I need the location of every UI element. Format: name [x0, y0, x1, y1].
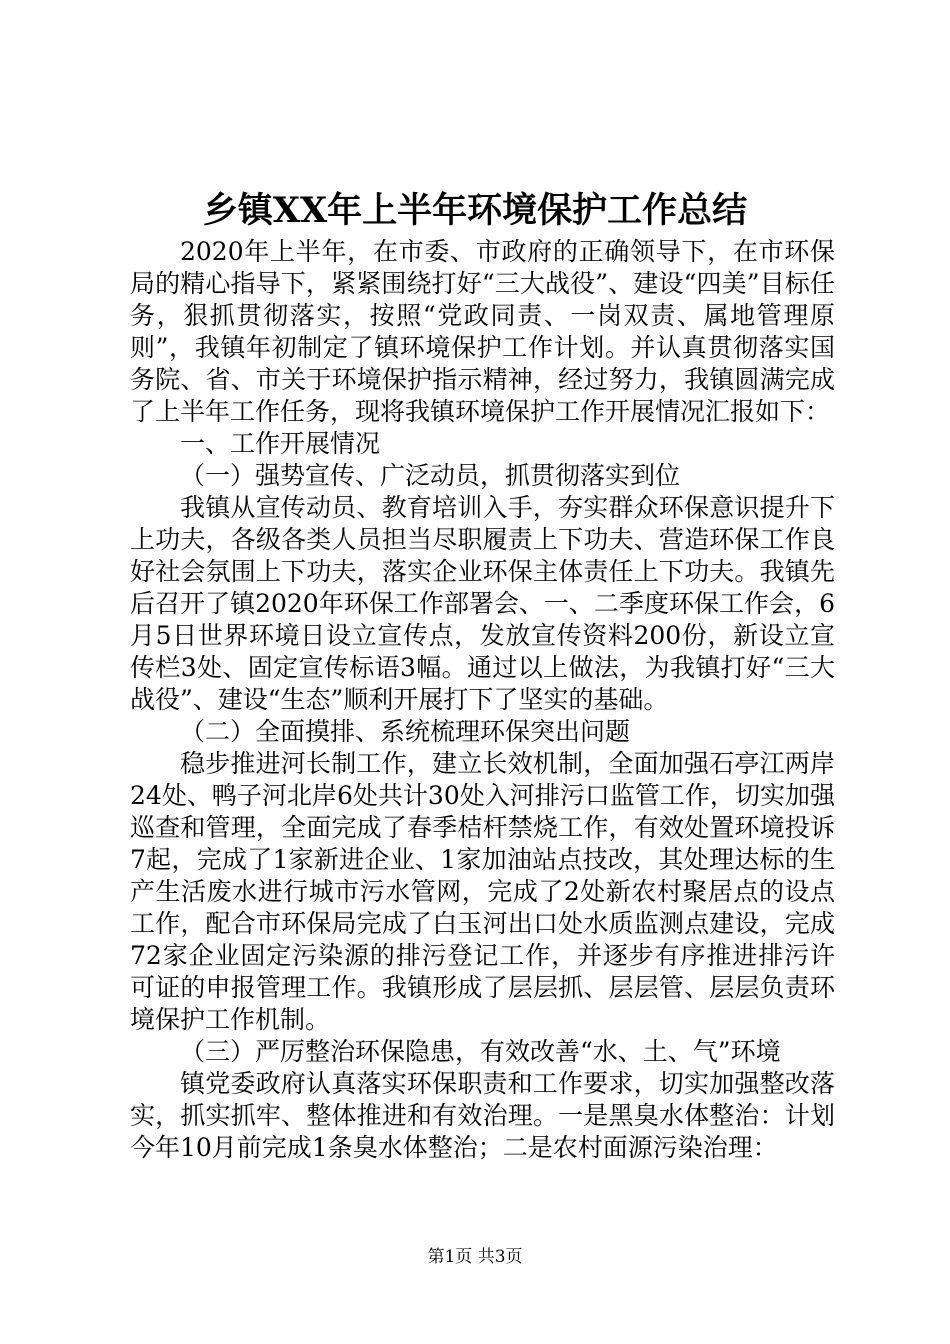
subsection-heading-1: （一）强势宣传、广泛动员，抓贯彻落实到位 [180, 461, 681, 490]
subsection-1-paragraph: 我镇从宣传动员、教育培训入手，夯实群众环保意识提升下上功夫，各级各类人员担当尽职履责上下功夫、营造环保工作良好社会氛围上下功夫，落实企业环保主体责任上下功夫。我镇先后召开了镇2020年环保工作部署会、一、二季度环保工作会，6月5日世界环境日设立宣传点，发放宣传资料200份，新设立宣传栏3处、固定宣传标语3幅。通过以上做法，为我镇打好“三大战役”、建设“生态”顺利开展打下了坚实的基础。 [130, 493, 835, 714]
subsection-3-paragraph: 镇党委政府认真落实环保职责和工作要求，切实加强整改落实，抓实抓牢、整体推进和有效治理。一是黑臭水体整治：计划今年10月前完成1条臭水体整治；二是农村面源污染治理： [130, 1069, 835, 1162]
subsection-heading-3: （三）严厉整治环保隐患，有效改善“水、土、气”环境 [180, 1037, 781, 1066]
document-body [130, 236, 835, 1164]
subsection-heading-2: （二）全面摸排、系统梳理环保突出问题 [180, 717, 631, 746]
page-footer: 第1页 共3页 [427, 1247, 523, 1267]
intro-paragraph: 2020年上半年，在市委、市政府的正确领导下，在市环保局的精心指导下，紧紧围绕打好“三大战役”、建设“四美”目标任务，狠抓贯彻落实，按照“党政同责、一岗双责、属地管理原则”，我镇年初制定了镇环境保护工作计划。并认真贯彻落实国务院、省、市关于环境保护指示精神，经过努力，我镇圆满完成了上半年工作任务，现将我镇环境保护工作开展情况汇报如下： [130, 237, 835, 426]
section-heading-work-progress: 一、工作开展情况 [180, 429, 381, 458]
document-title: 乡镇XX年上半年环境保护工作总结 [202, 190, 748, 231]
subsection-2-paragraph: 稳步推进河长制工作，建立长效机制，全面加强石亭江两岸24处、鸭子河北岸6处共计30处入河排污口监管工作，切实加强巡查和管理，全面完成了春季桔杆禁烧工作，有效处置环境投诉7起，完成了1家新进企业、1家加油站点技改，其处理达标的生产生活废水进行城市污水管网，完成了2处新农村聚居点的设点工作，配合市环保局完成了白玉河出口处水质监测点建设，完成72家企业固定污染源的排污登记工作，并逐步有序推进排污许可证的申报管理工作。我镇形成了层层抓、层层管、层层负责环境保护工作机制。 [130, 749, 835, 1034]
